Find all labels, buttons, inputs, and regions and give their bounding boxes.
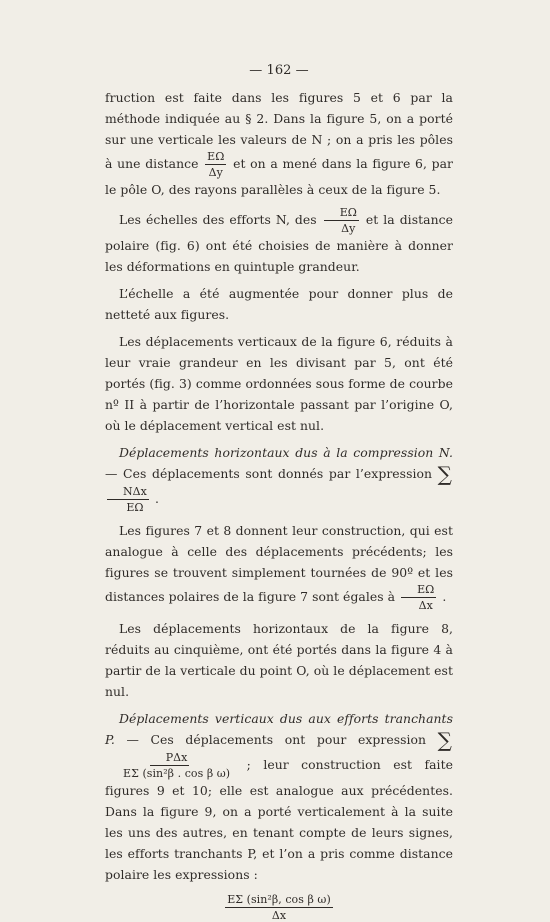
paragraph-2-text-2: et la distance polaire (fig. 6) ont été choisies de manière à donner les déformations en quintuple grandeur. <box>105 212 453 274</box>
fraction-denominator: Δy <box>341 222 356 235</box>
page-number: — 162 — <box>249 63 309 78</box>
summation-symbol-2: ∑ <box>437 728 452 752</box>
fraction-e-omega-over-delta-x <box>401 583 436 612</box>
paragraph-6 <box>105 520 453 612</box>
fraction-denominator: EΩ <box>126 501 144 514</box>
fraction-denominator: Δx <box>271 909 287 922</box>
section-title-horizontal-displacements: Déplacements horizontaux dus à la compression N. <box>119 445 453 460</box>
fraction-numerator: EΩ <box>324 206 359 221</box>
paragraph-1 <box>105 87 453 200</box>
paragraph-5-text-1: — Ces déplacements sont donnés par l’expression <box>105 466 433 481</box>
fraction-denominator: Δy <box>208 166 223 179</box>
final-formula <box>105 893 453 922</box>
fraction-denominator: EΣ (sin²β . cos β ω) <box>123 767 231 780</box>
paragraph-5-text-2: . <box>154 491 159 506</box>
fraction-e-omega-over-delta-y <box>205 150 226 179</box>
paragraph-8 <box>105 708 453 885</box>
paragraph-5 <box>105 442 453 514</box>
fraction-numerator: EΣ (sin²β, cos β ω) <box>227 893 331 906</box>
document-page <box>105 60 453 922</box>
paragraph-1-text-1: fruction est faite dans les figures 5 et 6 par la méthode indiquée au § 2. Dans la figure 5, on a porté sur une verticale les valeurs de N ; on a pris les pôles à une distance <box>105 90 453 171</box>
paragraph-3: L’échelle a été augmentée pour donner plus de netteté aux figures. <box>105 286 453 322</box>
paragraph-6-text-1: Les figures 7 et 8 donnent leur construction, qui est analogue à celle des déplacements précédents; les figures se trouvent simplement tournées de 90º et les distances polaires de la figure 7 sont égales à <box>105 523 453 604</box>
fraction-numerator: NΔx <box>107 485 149 500</box>
fraction-p-delta-x-over-e-sigma <box>107 751 232 780</box>
summation-symbol: ∑ <box>437 462 452 486</box>
paragraph-1-text-2: et on a mené dans la figure 6, par le pôle O, des rayons parallèles à ceux de la figure 5. <box>105 156 453 197</box>
paragraph-8-text-2: ; leur construction est faite figures 9 et 10; elle est analogue aux précédentes. Dans la figure 9, on a porté verticalement à la suite les uns des autres, en tenant compte de leurs signes, les efforts tranchants P, et l’on a pris comme distance polaire les expressions : <box>105 757 453 882</box>
section-title-vertical-displacements: Déplacements verticaux dus aux efforts tranchants P. <box>105 711 453 747</box>
fraction-numerator: EΩ <box>401 583 436 598</box>
fraction-numerator: EΩ <box>207 150 225 163</box>
fraction-denominator: Δx <box>418 599 433 612</box>
fraction-n-delta-x-over-e-omega <box>107 485 149 514</box>
paragraph-2-text-1: Les échelles des efforts N, des <box>119 212 317 227</box>
paragraph-4: Les déplacements verticaux de la figure 6, réduits à leur vraie grandeur en les divisant par 5, ont été portés (fig. 3) comme ordonnées sous forme de courbe nº II à partir de l’horizontale passant par l’origine O, où le déplacement vertical est nul. <box>105 334 453 433</box>
fraction-numerator: PΔx <box>150 751 190 766</box>
paragraph-6-text-2: . <box>442 589 447 604</box>
paragraph-7: Les déplacements horizontaux de la figure 8, réduits au cinquième, ont été portés dans la figure 4 à partir de la verticale du point O, où le déplacement est nul. <box>105 621 453 699</box>
fraction-final-expression <box>225 893 333 922</box>
paragraph-8-text-1: — Ces déplacements ont pour expression <box>126 732 427 747</box>
paragraph-2 <box>105 206 453 277</box>
fraction-e-omega-over-delta-y-2 <box>324 206 359 235</box>
